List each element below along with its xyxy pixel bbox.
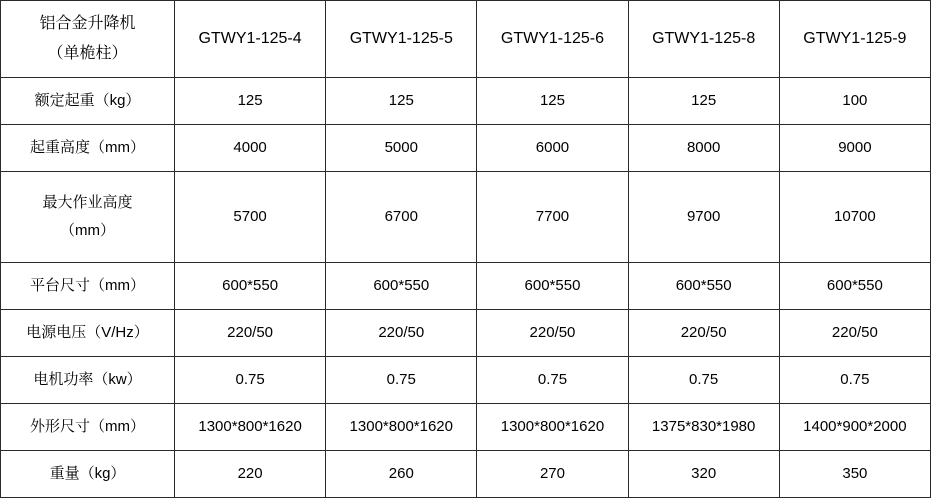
cell-lifting-height-1: 4000: [175, 125, 326, 172]
table-row: [1, 78, 931, 125]
row-label-power-voltage: 电源电压（V/Hz）: [1, 310, 175, 357]
cell-power-voltage-3: 220/50: [477, 310, 628, 357]
cell-motor-power-2: 0.75: [326, 357, 477, 404]
table-row: [1, 172, 931, 263]
cell-max-working-height-2: 6700: [326, 172, 477, 263]
cell-platform-size-2: 600*550: [326, 263, 477, 310]
row-label-platform-size: 平台尺寸（mm）: [1, 263, 175, 310]
header-product-label-line2: （单桅柱）: [47, 45, 128, 62]
cell-rated-load-1: 125: [175, 78, 326, 125]
cell-rated-load-4: 125: [628, 78, 779, 125]
cell-platform-size-5: 600*550: [779, 263, 930, 310]
cell-overall-size-4: 1375*830*1980: [628, 404, 779, 451]
cell-lifting-height-4: 8000: [628, 125, 779, 172]
cell-rated-load-3: 125: [477, 78, 628, 125]
header-model-3: GTWY1-125-6: [477, 1, 628, 78]
table-header-row: [1, 1, 931, 78]
cell-weight-3: 270: [477, 451, 628, 498]
cell-max-working-height-5: 10700: [779, 172, 930, 263]
cell-overall-size-5: 1400*900*2000: [779, 404, 930, 451]
cell-power-voltage-2: 220/50: [326, 310, 477, 357]
cell-overall-size-3: 1300*800*1620: [477, 404, 628, 451]
row-label-max-working-height-line1: 最大作业高度: [42, 193, 133, 211]
table-row: [1, 310, 931, 357]
row-label-max-working-height-line2: （mm）: [60, 222, 115, 239]
table-row: [1, 263, 931, 310]
cell-max-working-height-3: 7700: [477, 172, 628, 263]
cell-weight-5: 350: [779, 451, 930, 498]
cell-weight-1: 220: [175, 451, 326, 498]
cell-weight-2: 260: [326, 451, 477, 498]
row-label-overall-size: 外形尺寸（mm）: [1, 404, 175, 451]
cell-lifting-height-5: 9000: [779, 125, 930, 172]
table-row: [1, 357, 931, 404]
row-label-max-working-height: [1, 172, 175, 263]
cell-lifting-height-3: 6000: [477, 125, 628, 172]
cell-motor-power-1: 0.75: [175, 357, 326, 404]
cell-platform-size-3: 600*550: [477, 263, 628, 310]
cell-motor-power-5: 0.75: [779, 357, 930, 404]
row-label-rated-load: 额定起重（kg）: [1, 78, 175, 125]
cell-platform-size-4: 600*550: [628, 263, 779, 310]
cell-overall-size-1: 1300*800*1620: [175, 404, 326, 451]
cell-motor-power-4: 0.75: [628, 357, 779, 404]
cell-motor-power-3: 0.75: [477, 357, 628, 404]
cell-lifting-height-2: 5000: [326, 125, 477, 172]
cell-rated-load-2: 125: [326, 78, 477, 125]
cell-power-voltage-1: 220/50: [175, 310, 326, 357]
cell-max-working-height-1: 5700: [175, 172, 326, 263]
row-label-motor-power: 电机功率（kw）: [1, 357, 175, 404]
header-product-label-line1: 铝合金升降机: [39, 14, 136, 32]
table-row: [1, 404, 931, 451]
cell-rated-load-5: 100: [779, 78, 930, 125]
table-row: [1, 451, 931, 498]
row-label-lifting-height: 起重高度（mm）: [1, 125, 175, 172]
cell-max-working-height-4: 9700: [628, 172, 779, 263]
header-model-4: GTWY1-125-8: [628, 1, 779, 78]
table-row: [1, 125, 931, 172]
cell-weight-4: 320: [628, 451, 779, 498]
cell-overall-size-2: 1300*800*1620: [326, 404, 477, 451]
header-model-2: GTWY1-125-5: [326, 1, 477, 78]
row-label-weight: 重量（kg）: [1, 451, 175, 498]
cell-power-voltage-5: 220/50: [779, 310, 930, 357]
cell-platform-size-1: 600*550: [175, 263, 326, 310]
header-product-label: [1, 1, 175, 78]
cell-power-voltage-4: 220/50: [628, 310, 779, 357]
header-model-1: GTWY1-125-4: [175, 1, 326, 78]
header-model-5: GTWY1-125-9: [779, 1, 930, 78]
